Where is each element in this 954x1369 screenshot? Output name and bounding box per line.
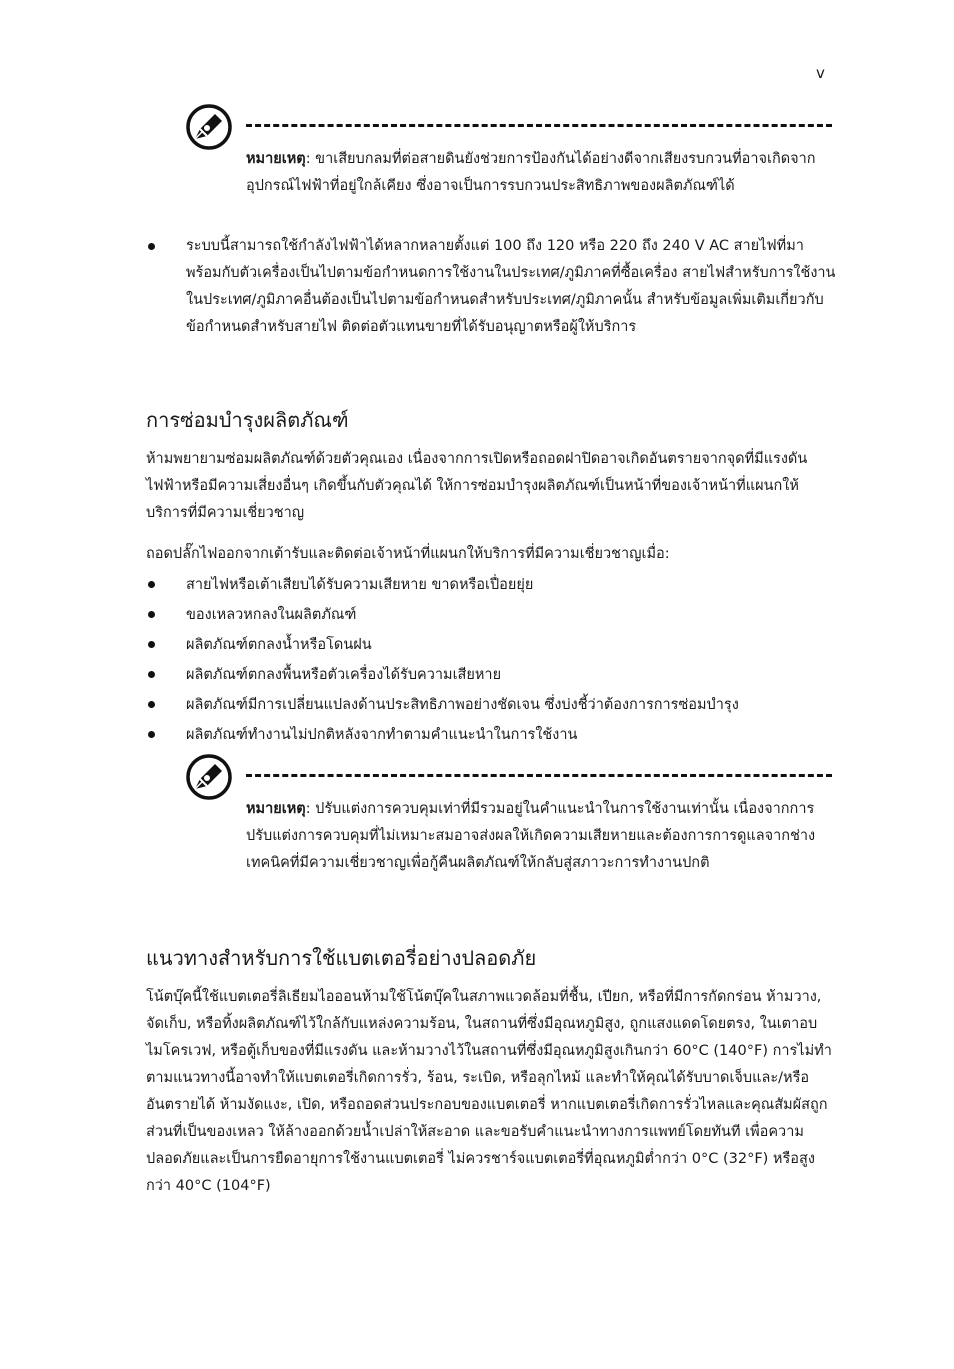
note-body: : ขาเสียบกลมที่ต่อสายดินยังช่วยการป้องกันได้อย่างดีจากเสียงรบกวนที่อาจเกิดจากอุปกรณ์ไฟฟ้าที่อยู่ใกล้เคียง ซึ่งอาจเป็นการรบกวนประสิทธิภาพของผลิตภัณฑ์ได้	[246, 151, 816, 194]
section-heading-service: การซ่อมบำรุงผลิตภัณฑ์	[146, 408, 349, 432]
page-number: v	[816, 64, 825, 82]
list-item: ของเหลวหกลงในผลิตภัณฑ์	[146, 600, 836, 630]
note-label: หมายเหตุ	[246, 801, 306, 817]
service-intro: ห้ามพยายามซ่อมผลิตภัณฑ์ด้วยตัวคุณเอง เนื่องจากการเปิดหรือถอดฝาปิดอาจเกิดอันตรายจากจุดที่มีแรงดันไฟฟ้าหรือมีความเสี่ยงอื่นๆ เกิดขึ้นกับตัวคุณได้ ให้การซ่อมบำรุงผลิตภัณฑ์เป็นหน้าที่ของเจ้าหน้าที่แผนกให้บริการที่มีความเชี่ยวชาญ	[146, 451, 808, 521]
pen-note-icon	[186, 104, 232, 150]
pen-note-icon	[186, 754, 232, 800]
list-item: ผลิตภัณฑ์มีการเปลี่ยนแปลงด้านประสิทธิภาพอย่างชัดเจน ซึ่งบ่งชี้ว่าต้องการการซ่อมบำรุง	[146, 690, 836, 720]
service-conditions-list	[146, 570, 836, 750]
note-text	[246, 796, 832, 877]
service-lead: ถอดปลั๊กไฟออกจากเต้ารับและติดต่อเจ้าหน้าที่แผนกให้บริการที่มีความเชี่ยวชาญเมื่อ:	[146, 546, 670, 562]
list-item: ผลิตภัณฑ์ตกลงพื้นหรือตัวเครื่องได้รับความเสียหาย	[146, 660, 836, 690]
note-label: หมายเหตุ	[246, 151, 306, 167]
list-item: สายไฟหรือเต้าเสียบได้รับความเสียหาย ขาดหรือเปื่อยยุ่ย	[146, 570, 836, 600]
bullet-item: ระบบนี้สามารถใช้กำลังไฟฟ้าได้หลากหลายตั้งแต่ 100 ถึง 120 หรือ 220 ถึง 240 V AC สายไฟที่มาพร้อมกับตัวเครื่องเป็นไปตามข้อกำหนดการใช้งานในประเทศ/ภูมิภาคที่ซื้อเครื่อง สายไฟสำหรับการใช้งานในประเทศ/ภูมิภาคอื่นต้องเป็นไปตามข้อกำหนดสำหรับประเทศ/ภูมิภาคนั้น สำหรับข้อมูลเพิ่มเติมเกี่ยวกับข้อกำหนดสำหรับสายไฟ ติดต่อตัวแทนขายที่ได้รับอนุญาตหรือผู้ให้บริการ	[146, 233, 836, 341]
list-item: ผลิตภัณฑ์ทำงานไม่ปกติหลังจากทำตามคำแนะนำในการใช้งาน	[146, 720, 836, 750]
power-bullet	[146, 233, 836, 341]
note-divider	[246, 124, 832, 127]
note-text	[246, 146, 832, 200]
note-divider	[246, 774, 832, 777]
note-box	[186, 104, 832, 204]
note-body: : ปรับแต่งการควบคุมเท่าที่มีรวมอยู่ในคำแนะนำในการใช้งานเท่านั้น เนื่องจากการปรับแต่งการควบคุมที่ไม่เหมาะสมอาจส่งผลให้เกิดความเสียหายและต้องการการดูแลจากช่างเทคนิคที่มีความเชี่ยวชาญเพื่อกู้คืนผลิตภัณฑ์ให้กลับสู่สภาวะการทำงานปกติ	[246, 801, 816, 871]
list-item: ผลิตภัณฑ์ตกลงน้ำหรือโดนฝน	[146, 630, 836, 660]
section-heading-battery: แนวทางสำหรับการใช้แบตเตอรี่อย่างปลอดภัย	[146, 946, 537, 970]
note-box	[186, 754, 832, 914]
battery-text: โน้ตบุ๊คนี้ใช้แบตเตอรี่ลิเธียมไอออนห้ามใช้โน้ตบุ๊คในสภาพแวดล้อมที่ชื้น, เปียก, หรือที่มีการกัดกร่อน ห้ามวาง, จัดเก็บ, หรือทิ้งผลิตภัณฑ์ไว้ใกล้กับแหล่งความร้อน, ในสถานที่ซึ่งมีอุณหภูมิสูง, ถูกแสงแดดโดยตรง, ในเตาอบไมโครเวฟ, หรือตู้เก็บของที่มีแรงดัน และห้ามวางไว้ในสถานที่ซึ่งมีอุณหภูมิสูงเกินกว่า 60°C (140°F) การไม่ทำตามแนวทางนี้อาจทำให้แบตเตอรี่เกิดการรั่ว, ร้อน, ระเบิด, หรือลุกไหม้ และทำให้คุณได้รับบาดเจ็บและ/หรืออันตรายได้ ห้ามงัดแงะ, เปิด, หรือถอดส่วนประกอบของแบตเตอรี่ หากแบตเตอรี่เกิดการรั่วไหลและคุณสัมผัสถูกส่วนที่เป็นของเหลว ให้ล้างออกด้วยน้ำเปล่าให้สะอาด และขอรับคำแนะนำทางการแพทย์โดยทันที เพื่อความปลอดภัยและเป็นการยืดอายุการใช้งานแบตเตอรี่ ไม่ควรชาร์จแบตเตอรี่ที่อุณหภูมิต่ำกว่า 0°C (32°F) หรือสูงกว่า 40°C (104°F)	[146, 989, 832, 1194]
